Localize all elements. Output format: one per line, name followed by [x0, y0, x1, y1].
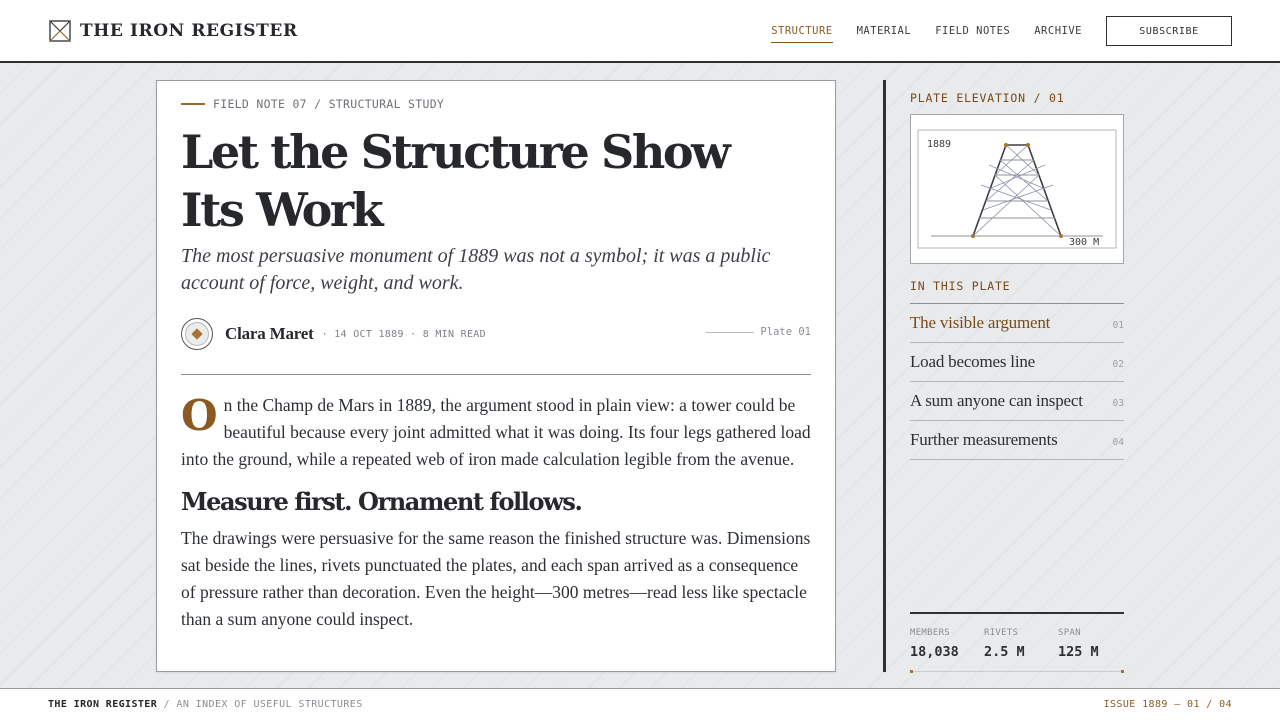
plate-tag	[706, 326, 811, 338]
paragraph-2: The drawings were persuasive for the same reason the finished structure was. Dimensions sat beside the lines, rivets punctuated the plates, and each span arrived as a consequence of pressure rather than decoration. Even the height—300 metres—read less like spectacle than a sum anyone could inspect.	[181, 528, 811, 629]
author-name[interactable]: Clara Maret	[225, 324, 314, 343]
article-kicker	[181, 97, 444, 111]
article-dek: The most persuasive monument of 1889 was not a symbol; it was a public account of force, weight, and work.	[181, 245, 771, 294]
byline-divider	[181, 374, 811, 375]
tower-elevation-drawing	[911, 115, 1123, 263]
toc-item-load-becomes-line[interactable]	[910, 343, 1124, 382]
footer-issue: ISSUE 1889 — 01 / 04	[1103, 699, 1232, 710]
toc-item-further-measurements[interactable]	[910, 421, 1124, 460]
stat-span	[1058, 628, 1099, 660]
envelope-logo-icon	[49, 20, 71, 42]
footer-brand[interactable]: THE IRON REGISTER	[48, 699, 158, 710]
sidebar-rule	[883, 80, 886, 672]
stat-rivets	[984, 628, 1025, 660]
drop-cap: O	[181, 391, 218, 440]
byline	[181, 318, 811, 350]
plate-elevation-label: PLATE ELEVATION / 01	[910, 91, 1065, 105]
stat-label: MEMBERS	[910, 628, 951, 638]
nav-field-notes[interactable]: FIELD NOTES	[935, 25, 1011, 37]
nav-structure[interactable]: STRUCTURE	[771, 19, 832, 43]
stats-marker	[1121, 670, 1124, 673]
plate-year: 1889	[927, 139, 952, 150]
article-subhead: Measure first. Ornament follows.	[181, 487, 582, 516]
footer-separator: /	[163, 699, 170, 710]
paragraph-1-text: n the Champ de Mars in 1889, the argument stood in plain view: a tower could be beautiful because every joint admitted what it was doing. Its four legs gathered load into the ground, while a repeated web of iron made calculation legible from the avenue.	[181, 395, 811, 469]
nav-material[interactable]: MATERIAL	[856, 25, 912, 37]
brand-name: THE IRON REGISTER	[80, 21, 298, 41]
plate-label: Plate 01	[760, 326, 811, 338]
stat-members	[910, 628, 959, 660]
stat-value: 18,038	[910, 644, 959, 660]
author-avatar[interactable]	[181, 318, 213, 350]
stats-marker	[910, 670, 913, 673]
toc-item-sum-anyone-can-inspect[interactable]	[910, 382, 1124, 421]
subscribe-button[interactable]: SUBSCRIBE	[1106, 16, 1232, 46]
kicker-rule	[181, 103, 205, 105]
stat-value: 125 M	[1058, 644, 1099, 660]
plate-elevation-figure[interactable]	[910, 114, 1124, 264]
stats-baseline	[912, 671, 1122, 672]
brand-logo[interactable]	[49, 20, 298, 42]
toc-item-visible-argument[interactable]	[910, 304, 1124, 343]
structure-stats	[910, 612, 1124, 672]
toc-item-label: Further measurements	[910, 430, 1058, 449]
stat-value: 2.5 M	[984, 644, 1025, 660]
table-of-contents	[910, 303, 1124, 460]
toc-item-number: 02	[1112, 358, 1124, 370]
toc-item-label: Load becomes line	[910, 352, 1035, 371]
article-title: Let the Structure Show Its Work	[181, 125, 729, 237]
footer-tagline: AN INDEX OF USEFUL STRUCTURES	[176, 699, 363, 710]
site-header	[0, 0, 1280, 63]
nav-archive[interactable]: ARCHIVE	[1034, 25, 1082, 37]
site-footer	[0, 688, 1280, 720]
footer-brand-line	[48, 699, 363, 710]
toc-item-number: 03	[1112, 397, 1124, 409]
main-nav	[771, 16, 1232, 46]
article-meta: · 14 OCT 1889 · 8 MIN READ	[321, 328, 486, 340]
stat-label: RIVETS	[984, 628, 1019, 638]
avatar-diamond-icon	[191, 328, 202, 339]
stat-label: SPAN	[1058, 628, 1081, 638]
toc-label: IN THIS PLATE	[910, 279, 1011, 293]
kicker-text: FIELD NOTE 07 / STRUCTURAL STUDY	[213, 97, 445, 111]
plate-rule	[706, 332, 754, 333]
toc-item-number: 01	[1112, 319, 1124, 331]
toc-item-label: The visible argument	[910, 313, 1051, 332]
article-card	[156, 80, 836, 672]
paragraph-1	[181, 392, 813, 473]
plate-height: 300 M	[1069, 237, 1100, 248]
toc-item-label: A sum anyone can inspect	[910, 391, 1083, 410]
toc-item-number: 04	[1112, 436, 1124, 448]
